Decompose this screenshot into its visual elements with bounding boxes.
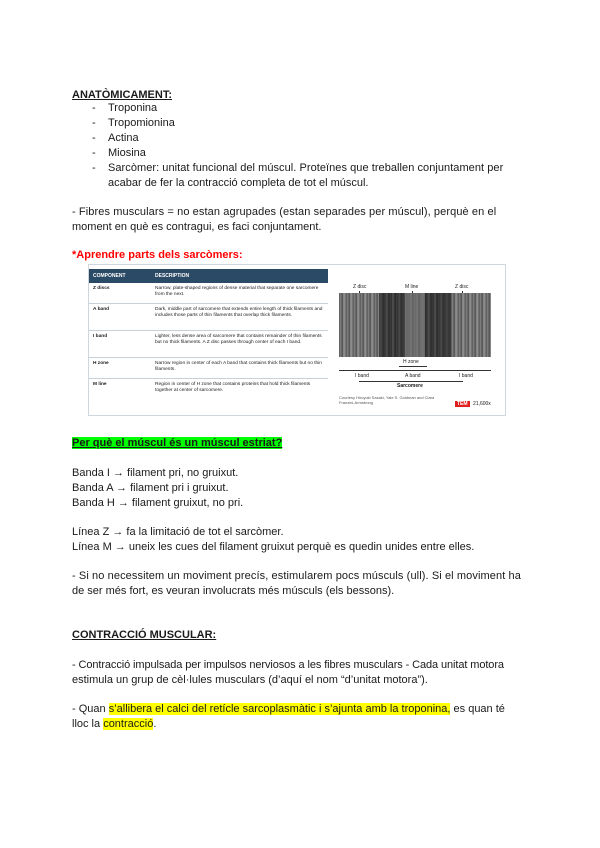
tem-badge: TEM: [457, 401, 468, 407]
highlight-calci: s’allibera el calci del retícle sarcoplasmàtic i s’ajunta amb la troponina,: [108, 703, 451, 715]
h-zone-region: [405, 293, 425, 357]
banda-a: Banda A → filament pri i gruixut.: [72, 482, 229, 494]
contraccio-p1-line1: - Contracció impulsada per impulsos nerviosos a les fibres musculars - Cada unitat motora: [72, 659, 504, 671]
linea-m: Línea M → uneix les cues del filament gruixut perquè es quedin unides entre elles.: [72, 541, 475, 553]
moviment-line1: - Si no necessitem un moviment precís, estimularem pocs músculs (ull). Si el moviment ha: [72, 570, 521, 582]
table-row: Z discs Narrow, plate-shaped regions of dense material that separate one sarcomere from the next.: [89, 283, 328, 304]
highlight-contraccio: contracció: [103, 718, 154, 730]
banda-h: Banda H → filament gruixut, no pri.: [72, 497, 244, 509]
label-z-disc-right: Z disc: [455, 284, 469, 290]
column-header-description: DESCRIPTION: [155, 273, 190, 279]
table-header: [89, 269, 328, 283]
figure-credit: Courtesy Hiroyuki Sasaki, Yale S. Goldman and Clara Franzini-Armstrong: [339, 395, 435, 405]
banda-i: Banda I → filament pri, no gruixut.: [72, 467, 239, 479]
table-row: A band Dark, middle part of sarcomere that extends entire length of thick filaments and includes those parts of thin filaments that overlap thick filaments.: [89, 304, 328, 331]
question-heading: Per què el múscul és un múscul estriat?: [72, 437, 283, 449]
section-heading-anatomicament: ANATÒMICAMENT:: [72, 89, 173, 101]
electron-micrograph: [339, 293, 491, 357]
h-zone-bracket: [399, 366, 427, 367]
label-m-line: M line: [405, 284, 419, 290]
label-i-band-right: I band: [459, 373, 473, 379]
sarcomere-bracket: [359, 381, 463, 382]
table-row: I band Lighter, less dense area of sarcomere that contains remainder of thin filaments but no thick filaments. A Z disc passes through center of each I band.: [89, 331, 328, 358]
table-row: H zone Narrow region in center of each A band that contains thick filaments but no thin filaments.: [89, 358, 328, 379]
label-h-zone: H zone: [403, 359, 419, 365]
linea-z: Línea Z → fa la limitació de tot el sarcòmer.: [72, 526, 284, 538]
fibres-line2: moment en què es contragui, es faci conjuntament.: [72, 221, 322, 233]
aprendre-heading: *Aprendre parts dels sarcòmers:: [72, 249, 243, 261]
section-heading-contraccio: CONTRACCIÓ MUSCULAR:: [72, 629, 217, 641]
moviment-line2: de ser més fort, es veuran involucrats més músculs (els bessons).: [72, 585, 395, 597]
contraccio-p2-line2: lloc la contracció.: [72, 718, 157, 730]
label-a-band: A band: [405, 373, 421, 379]
label-z-disc-left: Z disc: [353, 284, 367, 290]
fibres-line1: - Fibres musculars = no estan agrupades (estan separades per múscul), perquè en el: [72, 206, 497, 218]
contraccio-p1-line2: estimula un grup de cèl·lules musculars (d’aquí el nom “d’unitat motora”).: [72, 674, 428, 686]
magnification: 21,600x: [473, 401, 491, 407]
contraccio-p2-line1: - Quan s’allibera el calci del retícle sarcoplasmàtic i s’ajunta amb la troponina, es quan té: [72, 703, 505, 715]
band-bracket: [339, 370, 491, 371]
sarcomer-line2: acabar de fer la contracció completa de tot el múscul.: [108, 177, 369, 189]
label-i-band-left: I band: [355, 373, 369, 379]
table-row: M line Region in center of H zone that contains proteins that hold thick filaments together at center of sarcomere.: [93, 382, 311, 393]
column-header-component: COMPONENT: [93, 273, 126, 279]
label-sarcomere: Sarcomere: [397, 383, 423, 389]
sarcomere-figure: [88, 264, 506, 416]
